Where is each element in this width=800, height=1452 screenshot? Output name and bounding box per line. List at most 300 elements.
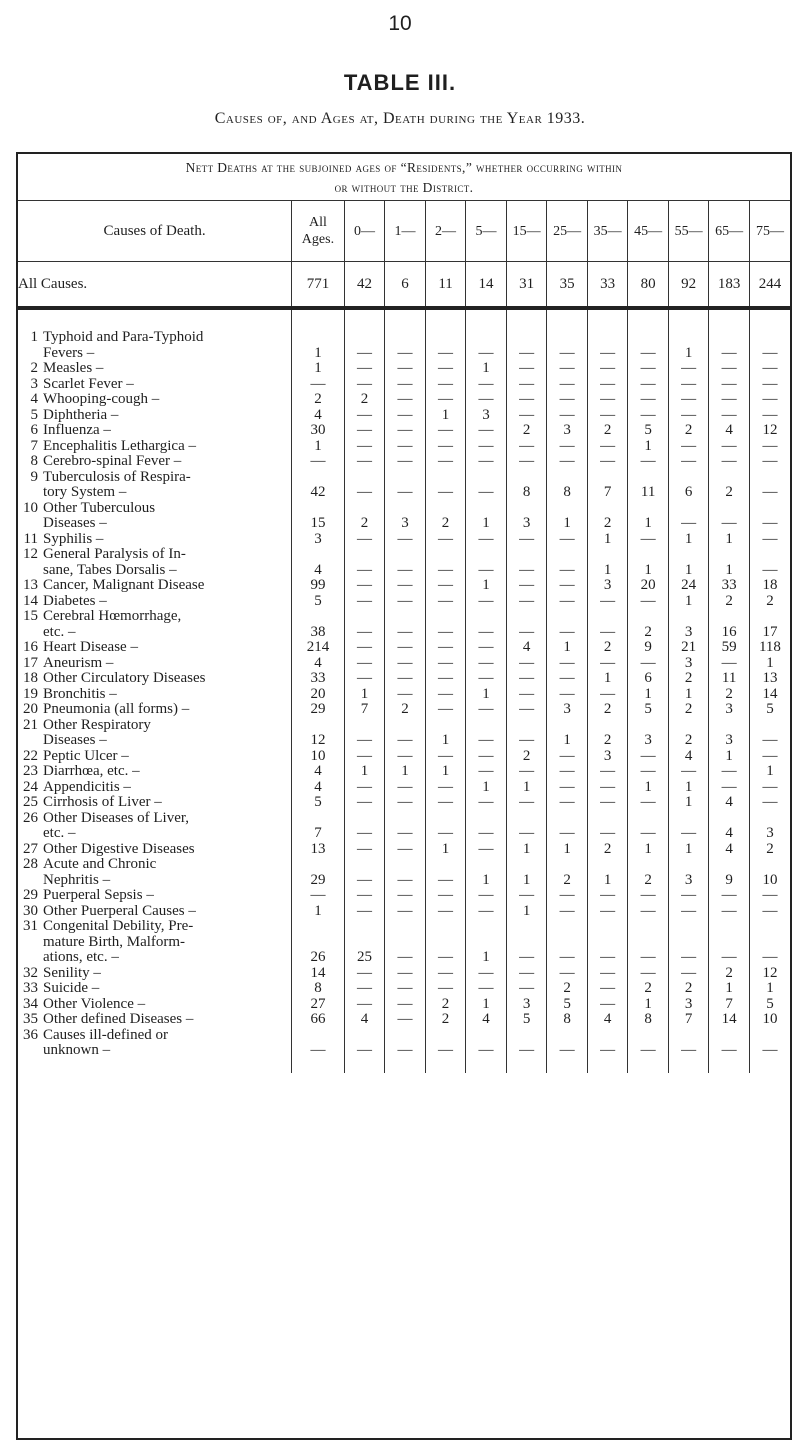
cause-name (18, 718, 292, 749)
age-group-cell: 2 (425, 501, 466, 532)
age-group-cell: — (466, 981, 507, 997)
age-group-cell: 2 (425, 997, 466, 1013)
age-group-cell: — (466, 795, 507, 811)
age-group-cell: 3 (668, 997, 709, 1013)
cause-number: 22 (23, 747, 38, 764)
cause-label-line: Diphtheria – (43, 406, 119, 423)
age-group-cell: 3 (749, 811, 790, 842)
all-causes-row (18, 262, 790, 309)
age-group-cell: 20 (628, 578, 669, 594)
age-group-cell: — (425, 857, 466, 888)
age-group-cell: — (466, 811, 507, 842)
table-title: TABLE III. (343, 70, 457, 95)
age-group-cell: — (668, 454, 709, 470)
all-ages-cell: 42 (292, 470, 345, 501)
age-group-cell: — (506, 888, 547, 904)
age-group-cell: — (749, 454, 790, 470)
all-ages-cell: 4 (292, 547, 345, 578)
age-group-cell: — (506, 811, 547, 842)
age-group-cell: 4 (709, 795, 750, 811)
column-header: 1— (385, 201, 426, 262)
age-group-cell: — (749, 392, 790, 408)
age-group-cell: — (344, 795, 385, 811)
age-group-cell: — (587, 904, 628, 920)
cause-row (18, 609, 790, 640)
age-group-cell: — (425, 904, 466, 920)
age-group-cell: — (385, 780, 426, 796)
cause-label-line: Other Puerperal Causes – (43, 902, 196, 919)
age-group-cell: 2 (749, 842, 790, 858)
age-group-cell: — (506, 439, 547, 455)
age-group-cell: 3 (668, 609, 709, 640)
age-group-cell: — (425, 532, 466, 548)
column-header: 0— (344, 201, 385, 262)
cause-row (18, 997, 790, 1013)
cause-row (18, 594, 790, 610)
cause-label-line: etc. – (43, 623, 76, 640)
caption-line-2: or without the District. (334, 180, 474, 195)
age-group-cell: — (749, 408, 790, 424)
age-group-cell: — (587, 454, 628, 470)
age-group-cell: 1 (547, 718, 588, 749)
cause-label-line: Typhoid and Para-Typhoid (43, 329, 204, 345)
age-group-cell: 1 (709, 749, 750, 765)
cause-label-line: Whooping-cough – (43, 391, 160, 407)
age-group-cell: 1 (628, 780, 669, 796)
cause-number: 10 (23, 499, 38, 516)
cause-number: 20 (23, 701, 38, 717)
all-ages-cell: 4 (292, 656, 345, 672)
all-ages-cell: 7 (292, 811, 345, 842)
age-group-cell: 10 (749, 1012, 790, 1028)
age-group-cell: — (425, 687, 466, 703)
cause-number: 34 (23, 995, 38, 1012)
age-group-cell: — (506, 609, 547, 640)
age-group-cell: — (385, 578, 426, 594)
age-group-cell: — (385, 687, 426, 703)
age-group-cell: — (668, 1028, 709, 1073)
cause-row (18, 795, 790, 811)
cause-name (18, 888, 292, 904)
age-group-cell: — (385, 439, 426, 455)
age-group-cell: — (587, 888, 628, 904)
age-group-cell: 2 (749, 594, 790, 610)
age-group-cell: — (385, 470, 426, 501)
age-group-cell: — (506, 532, 547, 548)
age-group-cell: — (628, 594, 669, 610)
cause-label-line: Other Diseases of Liver, (43, 809, 190, 826)
age-group-cell: 8 (506, 470, 547, 501)
age-group-cell: — (344, 780, 385, 796)
age-group-cell: — (344, 842, 385, 858)
cause-number: 26 (23, 809, 38, 826)
age-group-cell: 8 (547, 1012, 588, 1028)
age-group-cell: — (709, 1028, 750, 1073)
cause-name (18, 842, 292, 858)
age-group-cell: 59 (709, 640, 750, 656)
cause-number: 5 (30, 406, 38, 423)
age-group-cell: — (709, 408, 750, 424)
all-ages-cell: 66 (292, 1012, 345, 1028)
cause-number: 14 (23, 592, 38, 609)
cause-name (18, 532, 292, 548)
cause-row (18, 749, 790, 765)
cause-name (18, 547, 292, 578)
all-ages-cell: 2 (292, 392, 345, 408)
age-group-cell: 4 (466, 1012, 507, 1028)
cause-number: 9 (30, 468, 38, 485)
age-group-cell: 2 (709, 594, 750, 610)
age-group-cell: 7 (587, 470, 628, 501)
cause-label-line: Other Circulatory Diseases (43, 670, 206, 686)
age-group-cell: 1 (628, 687, 669, 703)
age-group-cell: 3 (506, 501, 547, 532)
cause-label-line: Scarlet Fever – (43, 375, 134, 392)
age-group-cell: — (547, 547, 588, 578)
cause-number: 6 (30, 422, 38, 438)
age-group-cell: — (709, 330, 750, 361)
age-group-cell: 1 (466, 780, 507, 796)
age-group-cell: 33 (709, 578, 750, 594)
cause-name (18, 857, 292, 888)
age-group-cell: — (668, 392, 709, 408)
age-group-cell: — (425, 702, 466, 718)
age-group-cell: 2 (425, 1012, 466, 1028)
age-group-cell: — (749, 547, 790, 578)
age-group-cell: — (506, 687, 547, 703)
age-group-cell: 13 (749, 671, 790, 687)
age-group-cell: 1 (628, 997, 669, 1013)
cause-row (18, 718, 790, 749)
age-group-cell: — (506, 330, 547, 361)
cause-number: 36 (23, 1026, 38, 1043)
age-group-cell: 1 (466, 578, 507, 594)
age-group-cell: 3 (385, 501, 426, 532)
age-group-cell: 1 (547, 640, 588, 656)
all-ages-cell: 30 (292, 423, 345, 439)
age-group-cell: — (385, 408, 426, 424)
age-group-cell: — (749, 532, 790, 548)
all-ages-cell: 14 (292, 966, 345, 982)
cause-name (18, 1028, 292, 1073)
age-group-cell: — (668, 377, 709, 393)
age-group-cell: — (587, 811, 628, 842)
age-group-cell: 1 (668, 547, 709, 578)
age-group-cell: 2 (668, 702, 709, 718)
cause-row (18, 361, 790, 377)
age-group-cell: — (547, 780, 588, 796)
all-causes-label: All Causes. (18, 262, 292, 309)
age-group-cell: 4 (709, 811, 750, 842)
age-group-cell: — (344, 997, 385, 1013)
age-group-cell: 9 (628, 640, 669, 656)
age-group-cell: — (749, 330, 790, 361)
age-group-cell: — (547, 532, 588, 548)
age-group-cell: — (709, 780, 750, 796)
cause-label-line: mature Birth, Malform- (43, 933, 186, 950)
age-group-cell: — (466, 532, 507, 548)
age-group-cell: 2 (668, 423, 709, 439)
age-group-cell: — (466, 671, 507, 687)
cause-number: 3 (30, 375, 38, 392)
age-group-cell: — (587, 377, 628, 393)
all-ages-cell: 13 (292, 842, 345, 858)
age-group-cell: — (547, 966, 588, 982)
age-group-cell: — (344, 439, 385, 455)
age-group-cell: — (506, 966, 547, 982)
age-group-cell: — (385, 547, 426, 578)
age-group-cell: 18 (749, 578, 790, 594)
age-group-cell: — (344, 423, 385, 439)
cause-label-line: Tuberculosis of Respira- (43, 468, 191, 485)
age-group-cell: 1 (425, 718, 466, 749)
cause-label-line: unknown – (43, 1042, 111, 1058)
age-group-cell: 2 (628, 857, 669, 888)
age-group-cell: — (466, 904, 507, 920)
age-group-cell: — (385, 392, 426, 408)
all-ages-cell: 29 (292, 702, 345, 718)
age-group-cell: — (587, 439, 628, 455)
age-group-cell: 10 (749, 857, 790, 888)
cause-label-line: Cerebral Hœmorrhage, (43, 608, 182, 624)
cause-row (18, 780, 790, 796)
caption-line-1: Nett Deaths at the subjoined ages of “Residents,” whether occurring within (185, 160, 623, 175)
cause-label-line: Cerebro-spinal Fever – (43, 453, 182, 469)
age-group-cell: 5 (628, 423, 669, 439)
cause-label-line: Diseases – (43, 515, 107, 531)
age-group-cell: 7 (344, 702, 385, 718)
age-group-cell: — (344, 966, 385, 982)
age-group-cell: 25 (344, 919, 385, 966)
cause-number: 18 (23, 670, 38, 686)
age-group-cell: — (709, 764, 750, 780)
age-group-cell: — (425, 330, 466, 361)
age-group-cell: — (628, 392, 669, 408)
cause-row (18, 1012, 790, 1028)
cause-row (18, 547, 790, 578)
age-group-cell: 24 (668, 578, 709, 594)
age-group-cell: — (709, 904, 750, 920)
age-group-cell: 1 (587, 671, 628, 687)
age-group-cell: — (425, 811, 466, 842)
age-group-cell: — (425, 470, 466, 501)
age-group-cell: — (344, 904, 385, 920)
cause-label-line: Nephritis – (43, 871, 111, 888)
age-group-cell: — (466, 547, 507, 578)
age-group-cell: — (344, 981, 385, 997)
age-group-cell: — (547, 454, 588, 470)
age-group-cell: 1 (668, 795, 709, 811)
age-group-cell: — (749, 904, 790, 920)
age-group-cell: — (385, 966, 426, 982)
age-group-cell: — (344, 408, 385, 424)
cause-row (18, 392, 790, 408)
age-group-cell: — (344, 718, 385, 749)
age-group-cell: 7 (709, 997, 750, 1013)
all-ages-cell: — (292, 454, 345, 470)
age-group-cell: — (547, 330, 588, 361)
age-group-cell: 2 (385, 702, 426, 718)
age-group-cell: — (385, 811, 426, 842)
age-group-cell: — (466, 470, 507, 501)
age-group-cell: 1 (425, 842, 466, 858)
cause-name (18, 749, 292, 765)
cause-label-line: Peptic Ulcer – (43, 747, 129, 764)
age-group-cell: — (466, 842, 507, 858)
cause-row (18, 470, 790, 501)
age-group-cell: 4 (344, 1012, 385, 1028)
age-group-cell: 2 (506, 423, 547, 439)
age-group-cell: 1 (466, 919, 507, 966)
age-group-cell: — (749, 377, 790, 393)
cause-label-line: Cirrhosis of Liver – (43, 794, 162, 810)
age-group-cell: — (628, 795, 669, 811)
column-header: 2— (425, 201, 466, 262)
age-group-cell: — (587, 795, 628, 811)
deaths-table (18, 200, 790, 1073)
age-group-cell: — (587, 966, 628, 982)
cause-label-line: Diabetes – (43, 592, 107, 609)
age-group-cell: — (749, 749, 790, 765)
cause-label-line: sane, Tabes Dorsalis – (43, 561, 177, 578)
all-ages-cell: 1 (292, 330, 345, 361)
cause-name (18, 439, 292, 455)
age-group-cell: — (628, 361, 669, 377)
age-group-cell: 2 (587, 702, 628, 718)
age-group-cell: — (466, 1028, 507, 1073)
age-group-cell: — (506, 795, 547, 811)
age-group-cell: — (668, 811, 709, 842)
age-group-cell: 4 (506, 640, 547, 656)
age-group-cell: — (385, 1012, 426, 1028)
age-group-cell: — (344, 656, 385, 672)
age-group-cell: — (547, 392, 588, 408)
age-group-cell: — (749, 718, 790, 749)
cause-name (18, 330, 292, 361)
cause-name (18, 423, 292, 439)
cause-name (18, 997, 292, 1013)
age-group-cell: — (628, 764, 669, 780)
age-group-cell: — (344, 547, 385, 578)
page-number: 10 (388, 12, 412, 35)
age-group-cell: — (385, 532, 426, 548)
all-ages-cell: 1 (292, 904, 345, 920)
age-group-cell: 1 (506, 904, 547, 920)
age-group-cell: 2 (587, 501, 628, 532)
age-group-cell: — (749, 439, 790, 455)
age-group-cell: — (628, 532, 669, 548)
age-group-cell: 2 (668, 981, 709, 997)
cause-label-line: Influenza – (43, 422, 111, 438)
age-group-cell: — (425, 888, 466, 904)
age-group-cell: — (385, 1028, 426, 1073)
cause-name (18, 764, 292, 780)
age-group-cell: — (628, 919, 669, 966)
age-group-cell: — (425, 919, 466, 966)
age-group-cell: — (506, 718, 547, 749)
table-caption (16, 158, 792, 198)
age-group-cell: 1 (749, 764, 790, 780)
age-group-cell: 3 (466, 408, 507, 424)
cause-name (18, 361, 292, 377)
age-group-cell: — (628, 1028, 669, 1073)
age-group-cell: — (709, 392, 750, 408)
cause-label-line: Aneurism – (43, 654, 114, 671)
cause-row (18, 966, 790, 982)
age-group-cell: 2 (709, 687, 750, 703)
cause-label-line: Appendicitis – (43, 778, 131, 795)
age-group-cell: 2 (587, 842, 628, 858)
age-group-cell: 118 (749, 640, 790, 656)
age-group-cell: — (668, 439, 709, 455)
age-group-cell: — (628, 408, 669, 424)
cause-number: 12 (23, 546, 38, 562)
age-group-cell: — (709, 377, 750, 393)
all-ages-cell: 1 (292, 439, 345, 455)
all-ages-cell: 5 (292, 795, 345, 811)
age-group-cell: — (425, 780, 466, 796)
age-group-cell: — (749, 470, 790, 501)
age-group-cell: 8 (628, 1012, 669, 1028)
cause-number: 35 (23, 1011, 38, 1027)
age-group-cell: 4 (587, 1012, 628, 1028)
age-group-cell: — (385, 671, 426, 687)
age-group-cell: — (385, 361, 426, 377)
age-group-cell: — (506, 594, 547, 610)
age-group-cell: 4 (668, 749, 709, 765)
age-group-cell: — (506, 578, 547, 594)
all-ages-cell: 38 (292, 609, 345, 640)
all-ages-cell: 26 (292, 919, 345, 966)
cause-number: 19 (23, 685, 38, 702)
age-group-cell: — (466, 718, 507, 749)
age-group-cell: 1 (709, 547, 750, 578)
cause-label-line: Pneumonia (all forms) – (43, 701, 190, 717)
age-group-cell: 14 (749, 687, 790, 703)
cause-label-line: ations, etc. – (43, 949, 119, 965)
age-group-cell: — (709, 439, 750, 455)
cause-name (18, 919, 292, 966)
cause-name (18, 671, 292, 687)
cause-label-line: Other Digestive Diseases (43, 840, 195, 857)
age-group-cell: — (425, 361, 466, 377)
total-cell: 92 (668, 262, 709, 309)
cause-number: 25 (23, 794, 38, 810)
age-group-cell: — (466, 640, 507, 656)
all-ages-cell: 5 (292, 594, 345, 610)
cause-row (18, 408, 790, 424)
age-group-cell: — (385, 842, 426, 858)
age-group-cell: 1 (668, 330, 709, 361)
cause-label-line: etc. – (43, 825, 76, 841)
total-cell: 11 (425, 262, 466, 309)
age-group-cell: — (628, 904, 669, 920)
age-group-cell: — (587, 609, 628, 640)
age-group-cell: 5 (547, 997, 588, 1013)
age-group-cell: — (466, 594, 507, 610)
age-group-cell: — (385, 609, 426, 640)
age-group-cell: 3 (668, 656, 709, 672)
age-group-cell: 14 (709, 1012, 750, 1028)
all-ages-cell: — (292, 1028, 345, 1073)
age-group-cell: 7 (668, 1012, 709, 1028)
age-group-cell: — (547, 408, 588, 424)
age-group-cell: — (344, 609, 385, 640)
age-group-cell: — (385, 454, 426, 470)
age-group-cell: — (385, 330, 426, 361)
age-group-cell: 1 (668, 780, 709, 796)
age-group-cell: — (587, 764, 628, 780)
